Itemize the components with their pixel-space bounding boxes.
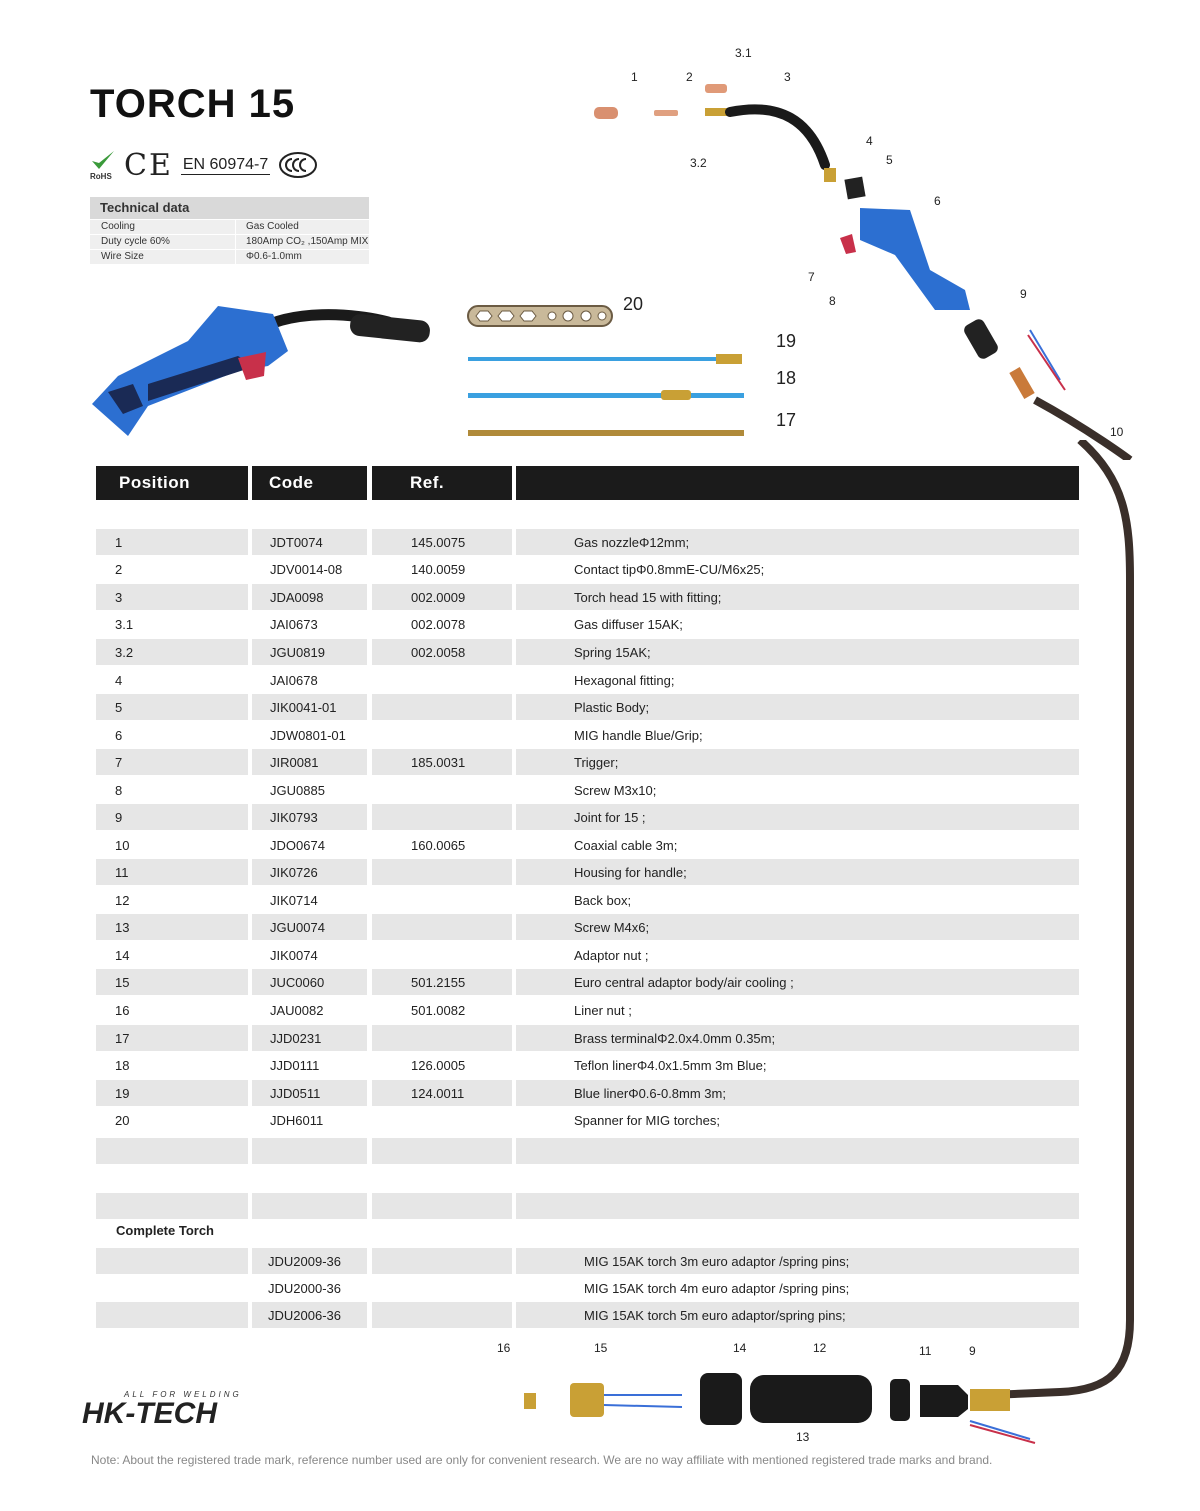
table-row-cell: 002.0058 [372,639,512,665]
table-row-cell: 185.0031 [372,749,512,775]
table-row-cell [372,942,512,968]
callout-label: 2 [686,70,693,84]
table-row-cell: Joint for 15 ; [516,804,1079,830]
complete-torch-row-cell [372,1302,512,1328]
tech-value: 180Amp CO₂ ,150Amp MIX [236,235,369,249]
torch-photo [88,296,433,442]
callout-label: 11 [919,1344,932,1358]
table-row-cell: JDV0014-08 [270,562,343,577]
table-row-cell [372,694,512,720]
table-row-cell: JGU0885 [270,783,325,798]
complete-torch-row-cell: JDU2006-36 [252,1302,367,1328]
table-row-cell: JGU0819 [252,639,367,665]
table-row-cell: 20 [115,1113,130,1128]
table-row-cell: JAU0082 [270,1003,324,1018]
empty-row-cell [372,1193,512,1219]
callout-label: 16 [497,1341,511,1355]
table-row-cell: 19 [96,1080,248,1106]
table-row-cell: 13 [96,914,248,940]
rohs-label: RoHS [90,172,112,181]
empty-row-cell [252,1193,367,1219]
table-row-cell: Gas diffuser 15AK; [574,617,683,632]
callout-label: 3 [784,70,791,84]
table-row-cell: 14 [115,948,130,963]
table-row-cell: Coaxial cable 3m; [574,838,678,853]
table-row-cell: Contact tipΦ0.8mmE-CU/M6x25; [574,562,765,577]
callout-label: 9 [969,1344,976,1358]
ccc-mark-icon [278,151,318,179]
empty-row-cell [372,1138,512,1164]
table-row-cell: JIK0074 [270,948,318,963]
complete-torch-row-cell: JDU2009-36 [252,1248,367,1274]
certifications [90,148,318,182]
table-row-cell: 3.2 [96,639,248,665]
table-row-cell: MIG handle Blue/Grip; [574,728,703,743]
tech-key: Duty cycle 60% [90,235,235,249]
complete-torch-row-cell [372,1275,512,1301]
table-row-cell [372,722,512,748]
table-row-cell: Housing for handle; [516,859,1079,885]
complete-torch-heading: Complete Torch [116,1223,214,1238]
table-row-cell: 6 [115,728,123,743]
column-header-description [516,466,1079,500]
tech-value: Φ0.6-1.0mm [236,250,369,264]
table-row-cell: Brass terminalΦ2.0x4.0mm 0.35m; [516,1025,1079,1051]
table-row-cell: 501.2155 [372,969,512,995]
callout-label: 7 [808,270,815,284]
complete-torch-row-cell [96,1302,248,1328]
table-row-cell: Trigger; [516,749,1079,775]
tech-row [90,250,369,264]
callout-label: 3.1 [735,46,752,60]
table-row-cell: JDT0074 [252,529,367,555]
table-row-cell: 15 [96,969,248,995]
rohs-logo [90,149,116,181]
complete-torch-row-cell: MIG 15AK torch 3m euro adaptor /spring pins; [516,1248,1079,1274]
table-row-cell: JIK0041-01 [252,694,367,720]
table-row-cell: 9 [96,804,248,830]
table-row-cell: JAI0673 [270,617,318,632]
table-row-cell: 16 [115,1003,130,1018]
table-row-cell: 002.0009 [372,584,512,610]
table-row-cell [372,1025,512,1051]
table-row-cell [372,1107,512,1133]
complete-torch-row-cell: MIG 15AK torch 5m euro adaptor/spring pins; [516,1302,1079,1328]
empty-row-cell [252,1138,367,1164]
table-row-cell: 126.0005 [411,1058,466,1073]
table-row-cell: Adaptor nut ; [574,948,649,963]
logo-name: HK-TECH [82,1397,217,1430]
table-row-cell: 3.1 [115,617,134,632]
technical-data [90,197,369,264]
logo-tagline: ALL FOR WELDING [124,1390,242,1399]
complete-torch-row-cell [372,1248,512,1274]
tech-row [90,235,369,249]
table-row-cell: Back box; [574,893,632,908]
callout-label: 15 [594,1341,608,1355]
callout-label: 10 [1110,425,1124,439]
table-row-cell: Screw M4x6; [516,914,1079,940]
table-row-cell [372,804,512,830]
callout-label: 14 [733,1341,747,1355]
table-row-cell: JDH6011 [270,1113,324,1128]
table-row-cell: Torch head 15 with fitting; [516,584,1079,610]
exploded-view-top [590,40,1150,460]
table-row-cell: 7 [96,749,248,775]
table-row-cell: 5 [96,694,248,720]
callout-label: 4 [866,134,873,148]
table-row-cell [372,777,512,803]
table-row-cell: 3 [96,584,248,610]
callout-label: 5 [886,153,893,167]
callout-label: 6 [934,194,941,208]
table-row-cell: JJD0511 [252,1080,367,1106]
exploded-view-bottom [510,1355,1070,1445]
table-row-cell: 501.0082 [411,1003,466,1018]
table-row-cell: JIR0081 [252,749,367,775]
table-row-cell: 12 [115,893,130,908]
callout-label: 20 [623,294,644,314]
callout-label: 9 [1020,287,1027,301]
table-row-cell: 10 [115,838,130,853]
column-header-code: Code [252,466,367,500]
table-row-cell: 145.0075 [372,529,512,555]
empty-row-cell [96,1138,248,1164]
standard-label: EN 60974-7 [182,155,269,173]
table-row-cell: JGU0074 [252,914,367,940]
table-row-cell [372,887,512,913]
table-row-cell: JIK0714 [270,893,318,908]
complete-torch-row-cell: MIG 15AK torch 4m euro adaptor /spring pins; [584,1281,850,1296]
tech-key: Wire Size [90,250,235,264]
table-row-cell: Blue linerΦ0.6-0.8mm 3m; [516,1080,1079,1106]
table-row-cell: 160.0065 [411,838,466,853]
callout-label: 13 [796,1430,810,1444]
table-row-cell: 8 [115,783,123,798]
callout-label: 19 [776,331,797,351]
table-row-cell: Spring 15AK; [516,639,1079,665]
table-row-cell: JDW0801-01 [270,728,346,743]
tech-row [90,220,369,234]
table-row-cell [372,914,512,940]
tech-key: Cooling [90,220,235,234]
callout-label: 18 [776,368,797,388]
table-row-cell: JJD0231 [252,1025,367,1051]
callout-label: 8 [829,294,836,308]
callout-label: 3.2 [690,156,707,170]
complete-torch-row-cell: JDU2000-36 [268,1281,341,1296]
callout-label: 12 [813,1341,827,1355]
table-row-cell: Liner nut ; [574,1003,632,1018]
callout-label: 17 [776,410,797,430]
complete-torch-row-cell [96,1275,248,1301]
table-row-cell: 124.0011 [372,1080,512,1106]
table-row-cell [372,859,512,885]
table-row-cell: 18 [115,1058,130,1073]
rohs-check-icon [90,149,116,173]
table-row-cell: 4 [115,673,123,688]
ce-mark: CE [124,147,173,183]
table-row-cell: JAI0678 [270,673,318,688]
table-row-cell: 002.0078 [411,617,466,632]
table-row-cell: JUC0060 [252,969,367,995]
table-row-cell: Spanner for MIG torches; [574,1113,720,1128]
callout-label: 1 [631,70,638,84]
table-row-cell: 17 [96,1025,248,1051]
empty-row-cell [516,1193,1079,1219]
table-row-cell: Screw M3x10; [574,783,657,798]
table-row-cell: JJD0111 [270,1058,320,1073]
table-row-cell: Hexagonal fitting; [574,673,675,688]
tech-value: Gas Cooled [236,220,369,234]
empty-row-cell [96,1193,248,1219]
page-title: TORCH 15 [90,82,296,126]
empty-row-cell [516,1138,1079,1164]
table-row-cell: JIK0726 [252,859,367,885]
table-row-cell: Gas nozzleΦ12mm; [516,529,1079,555]
table-row-cell: 1 [96,529,248,555]
table-row-cell: 140.0059 [411,562,466,577]
complete-torch-row-cell [96,1248,248,1274]
brand-logo [82,1390,242,1431]
footer-note: Note: About the registered trade mark, reference number used are only for convenient research. We are no way affiliate with mentioned registered trade marks and brand. [91,1453,993,1467]
table-row-cell: Euro central adaptor body/air cooling ; [516,969,1079,995]
table-row-cell: Plastic Body; [516,694,1079,720]
column-header-ref: Ref. [372,466,512,500]
table-row-cell: JIK0793 [252,804,367,830]
column-header-position: Position [96,466,248,500]
table-row-cell: Teflon linerΦ4.0x1.5mm 3m Blue; [574,1058,767,1073]
table-row-cell: 11 [96,859,248,885]
table-row-cell: 2 [115,562,123,577]
technical-data-heading: Technical data [90,197,369,219]
table-row-cell: JDA0098 [252,584,367,610]
table-row-cell [372,667,512,693]
table-row-cell: JDO0674 [270,838,325,853]
